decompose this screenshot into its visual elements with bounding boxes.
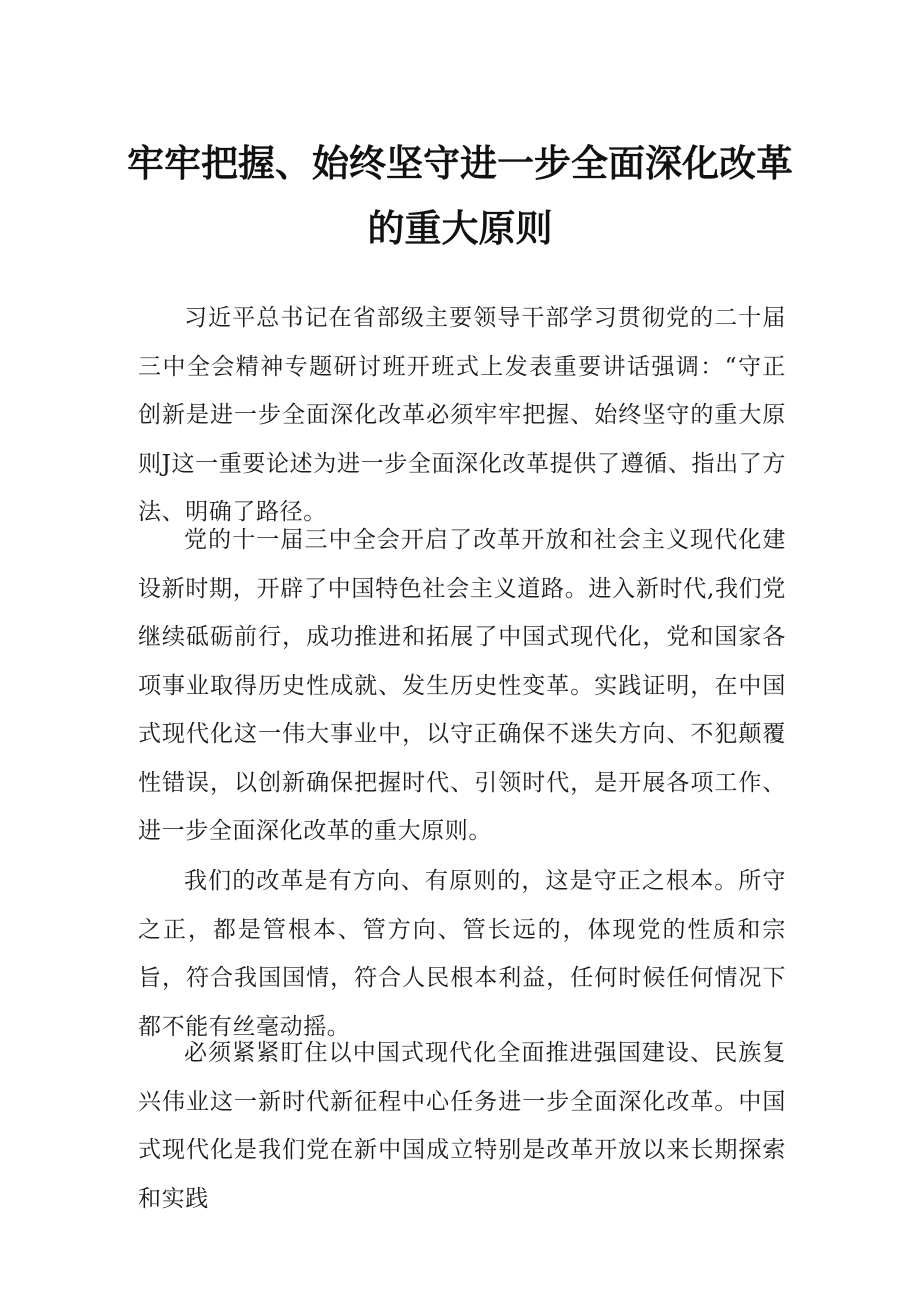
document-title-line-1: 牢牢把握、始终坚守进一步全面深化改革	[127, 142, 793, 185]
paragraph-3: 我们的改革是有方向、有原则的，这是守正之根本。所守之正，都是管根本、管方向、管长远的，体现党的性质和宗旨，符合我国国情，符合人民根本利益，任何时候任何情况下都不能有丝毫动摇。	[138, 868, 786, 1040]
paragraph-2: 党的十一届三中全会开启了改革开放和社会主义现代化建设新时期，开辟了中国特色社会主义道路。进入新时代,我们党继续砥砺前行，成功推进和拓展了中国式现代化，党和国家各项事业取得历史性成就、发生历史性变革。实践证明，在中国式现代化这一伟大事业中，以守正确保不迷失方向、不犯颠覆性错误，以创新确保把握时代、引领时代，是开展各项工作、进一步全面深化改革的重大原则。	[138, 527, 786, 844]
paragraph-4: 必须紧紧盯住以中国式现代化全面推进强国建设、民族复兴伟业这一新时代新征程中心任务进一步全面深化改革。中国式现代化是我们党在新中国成立特别是改革开放以来长期探索和实践	[138, 1040, 786, 1212]
paragraph-1: 习近平总书记在省部级主要领导干部学习贯彻党的二十届三中全会精神专题研讨班开班式上发表重要讲话强调：“守正创新是进一步全面深化改革必须牢牢把握、始终坚守的重大原则J这一重要论述为进一步全面深化改革提供了遵循、指出了方法、明确了路径。	[138, 305, 786, 525]
document-title-line-2: 的重大原则	[367, 207, 553, 250]
